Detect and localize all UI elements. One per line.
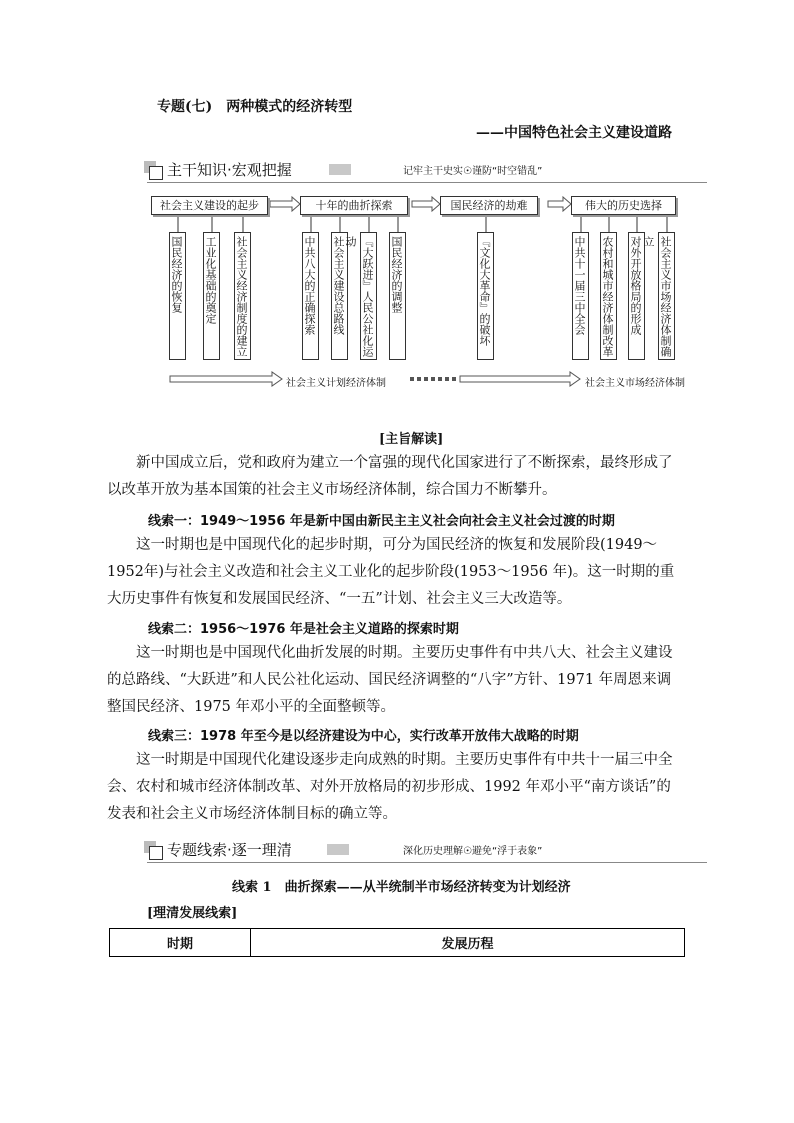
clue-2-title: 线索二：1956～1976 年是社会主义道路的探索时期 xyxy=(148,622,459,637)
clue-3-text: 这一时期是中国现代化建设逐步走向成熟的时期。主要历史事件有中共十一届三中全会、农村和城市经济体制改革、对外开放格局的初步形成、1992 年邓小平“南方谈话”的发表和社会主义市场经济体制目标的确立等。 xyxy=(107,752,673,822)
grey-bar-decoration xyxy=(329,164,351,175)
item-box: 中共十一届三中全会 xyxy=(572,232,589,360)
banner-note: 记牢主干史实☉谨防“时空错乱” xyxy=(403,166,543,177)
item-box: 社会主义市场经济体制确立 xyxy=(658,232,675,360)
item-box: 农村和城市经济体制改革 xyxy=(600,232,617,360)
stage-box-3: 国民经济的劫难 xyxy=(440,196,538,215)
section-heading: [主旨解读] xyxy=(379,432,444,447)
document-title: 专题(七) 两种模式的经济转型 xyxy=(157,99,353,115)
banner-label: 专题线索·逐一理清 xyxy=(167,841,292,859)
stage-box-1: 社会主义建设的起步 xyxy=(151,196,268,215)
item-box: 社会主义建设总路线 xyxy=(331,232,348,360)
stage-box-4: 伟大的历史选择 xyxy=(571,196,676,215)
sub-heading: [理清发展线索] xyxy=(147,906,238,921)
banner-label: 主干知识·宏观把握 xyxy=(167,161,292,179)
market-economy-label: 社会主义市场经济体制 xyxy=(585,378,685,389)
development-table xyxy=(109,928,685,957)
table-row xyxy=(110,929,685,957)
square-outline-icon xyxy=(149,166,163,180)
clue-1-text: 这一时期也是中国现代化的起步时期，可分为国民经济的恢复和发展阶段(1949～1952年)与社会主义改造和社会主义工业化的起步阶段(1953～1956 年)。这一时期的重大历史事件有恢复和发展国民经济、“一五”计划、社会主义三大改造等。 xyxy=(107,537,675,607)
item-box: 『大跃进』人民公社化运动 xyxy=(360,232,377,360)
clue-1-title: 线索一：1949～1956 年是新中国由新民主主义社会向社会主义社会过渡的时期 xyxy=(148,514,615,529)
item-box: 国民经济的调整 xyxy=(389,232,406,360)
item-box: 『文化大革命』的破坏 xyxy=(477,232,494,360)
item-box: 国民经济的恢复 xyxy=(169,232,186,360)
square-outline-icon xyxy=(149,846,163,860)
section-banner-overview xyxy=(147,158,707,183)
clue-heading: 线索 1 曲折探索——从半统制半市场经济转变为计划经济 xyxy=(232,880,571,895)
stage-box-2: 十年的曲折探索 xyxy=(300,196,408,215)
banner-note: 深化历史理解☉避免“浮于表象” xyxy=(403,846,543,857)
item-box: 对外开放格局的形成 xyxy=(628,232,645,360)
intro-paragraph: 新中国成立后，党和政府为建立一个富强的现代化国家进行了不断探索，最终形成了以改革开放为基本国策的社会主义市场经济体制，综合国力不断攀升。 xyxy=(107,455,673,498)
table-header-period: 时期 xyxy=(110,929,251,957)
planned-economy-label: 社会主义计划经济体制 xyxy=(286,378,386,389)
clue-3-title: 线索三：1978 年至今是以经济建设为中心，实行改革开放伟大战略的时期 xyxy=(148,729,579,744)
item-box: 中共八大的正确探索 xyxy=(302,232,319,360)
table-header-process: 发展历程 xyxy=(251,929,685,957)
item-box: 社会主义经济制度的建立 xyxy=(234,232,251,360)
clue-2-text: 这一时期也是中国现代化曲折发展的时期。主要历史事件有中共八大、社会主义建设的总路线、“大跃进”和人民公社化运动、国民经济调整的“八字”方针、1971 年周恩来调整国民经济、1975 年邓小平的全面整顿等。 xyxy=(107,645,673,715)
grey-bar-decoration xyxy=(327,844,349,855)
section-banner-clues xyxy=(147,838,707,863)
document-subtitle: ——中国特色社会主义建设道路 xyxy=(476,125,672,141)
item-box: 工业化基础的奠定 xyxy=(203,232,220,360)
